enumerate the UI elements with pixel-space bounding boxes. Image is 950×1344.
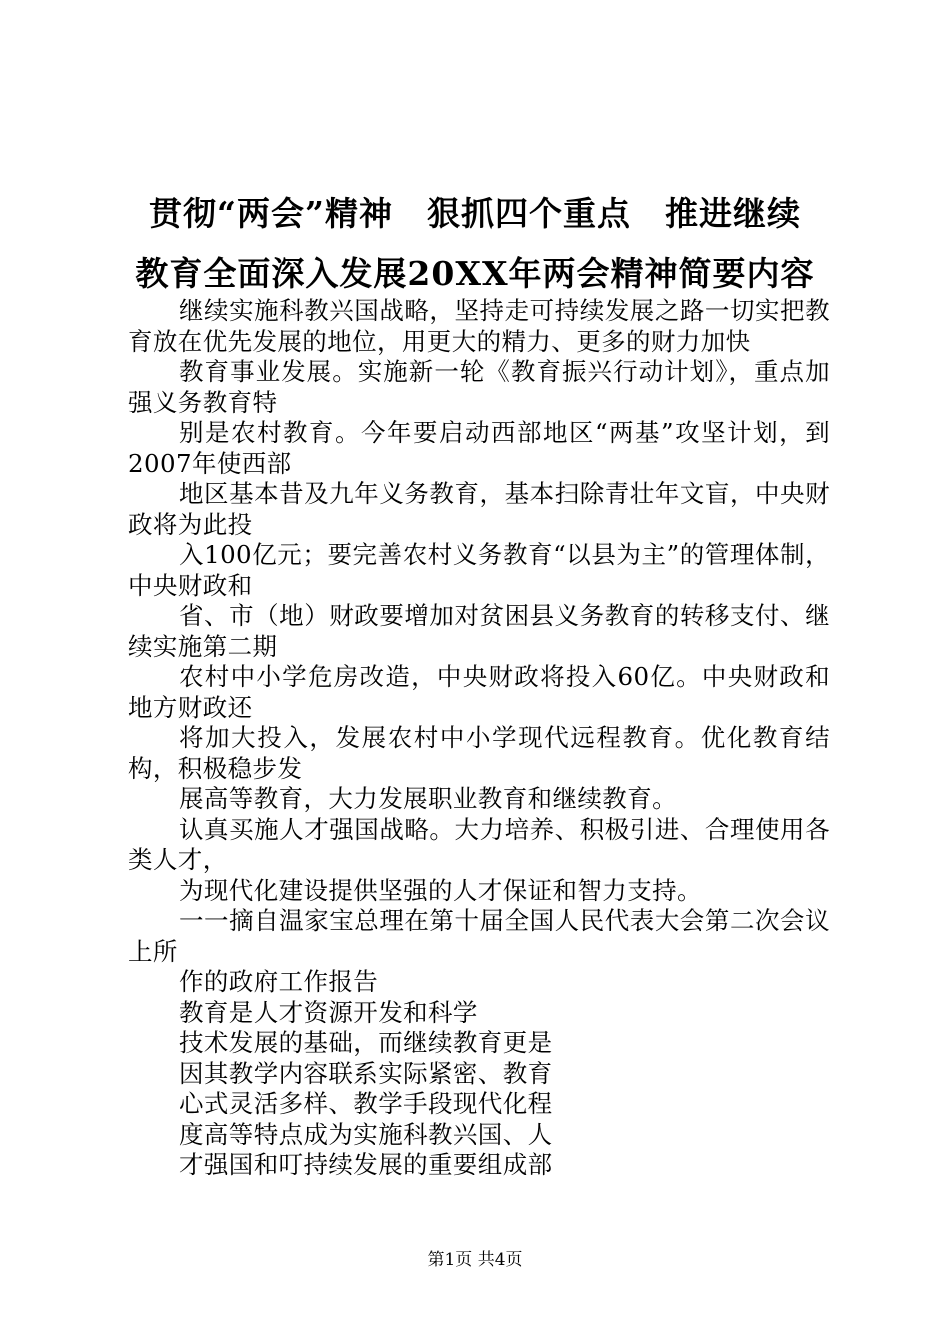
short-line: 心式灵活多样、教学手段现代化程 <box>179 1089 553 1118</box>
document-title-line-2: 教育全面深入发展20XX年两会精神简要内容 <box>135 254 815 293</box>
paragraph: 作的政府工作报告 <box>179 967 379 996</box>
short-line: 才强国和叮持续发展的重要组成部 <box>179 1150 553 1179</box>
paragraph: 教育事业发展。实施新一轮《教育振兴行动计划》，重点加强义务教育特 <box>128 357 830 417</box>
short-line: 度高等特点成为实施科教兴国、人 <box>179 1119 553 1149</box>
paragraph: 农村中小学危房改造，中央财政将投入60亿。中央财政和地方财政还 <box>128 662 830 722</box>
paragraph: 展高等教育，大力发展职业教育和继续教育。 <box>179 784 677 813</box>
paragraph: 地区基本昔及九年义务教育，基本扫除青壮年文盲，中央财政将为此投 <box>128 479 830 539</box>
page-number-footer: 第1页 共4页 <box>427 1250 523 1270</box>
paragraph: 为现代化建设提供坚强的人才保证和智力支持。 <box>179 875 702 905</box>
short-line: 因其教学内容联系实际紧密、教育 <box>179 1058 553 1088</box>
paragraph: 省、市（地）财政要增加对贫困县义务教育的转移支付、继续实施第二期 <box>128 601 830 661</box>
paragraph: 一一摘自温家宝总理在第十届全国人民代表大会第二次会议上所 <box>128 906 830 966</box>
short-line: 技术发展的基础，而继续教育更是 <box>179 1028 553 1057</box>
paragraph: 继续实施科教兴国战略，坚持走可持续发展之路一切实把教育放在优先发展的地位，用更大的精力、更多的财力加快 <box>128 296 830 356</box>
paragraph: 入100亿元；要完善农村义务教育“以县为主”的管理体制，中央财政和 <box>128 540 830 600</box>
paragraph: 别是农村教育。今年要启动西部地区“两基”攻坚计划，到2007年使西部 <box>128 418 830 478</box>
paragraph: 将加大投入，发展农村中小学现代远程教育。优化教育结构，积极稳步发 <box>128 723 830 783</box>
document-body <box>128 296 830 1181</box>
document-title-line-1: 贯彻“两会”精神 狠抓四个重点 推进继续 <box>149 194 801 233</box>
paragraph: 认真买施人才强国战略。大力培养、积极引进、合理使用各类人才， <box>128 814 830 874</box>
short-line: 教育是人才资源开发和科学 <box>179 997 478 1027</box>
